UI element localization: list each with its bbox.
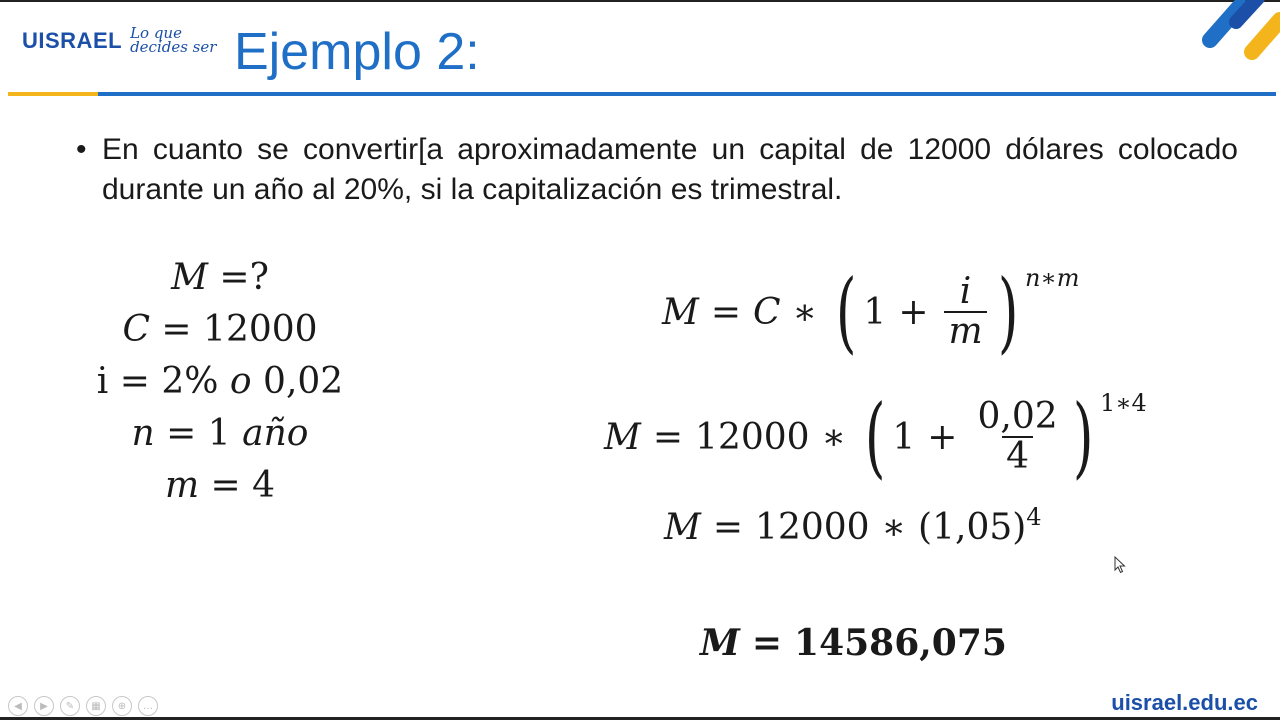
logo-tagline <box>130 26 216 54</box>
next-icon[interactable]: ▶ <box>34 696 54 716</box>
corner-brand-stripes <box>1196 0 1280 66</box>
given-values <box>70 252 370 512</box>
logo-tagline-line1: Lo que <box>130 24 182 42</box>
slideshow-toolbar <box>8 696 158 716</box>
given-n: n = 1 año <box>131 413 309 454</box>
given-c: C = 12000 <box>122 309 318 350</box>
mouse-cursor-icon <box>1114 556 1126 574</box>
formula-simplified: M = 12000 ∗ (1,05) 4 <box>664 503 1042 548</box>
pen-icon[interactable]: ✎ <box>60 696 80 716</box>
bullet-icon: • <box>76 133 87 166</box>
given-m: M =? <box>171 257 269 298</box>
grid-icon[interactable]: ▦ <box>86 696 106 716</box>
stripe-yellow <box>1252 20 1280 52</box>
prev-icon[interactable]: ◀ <box>8 696 28 716</box>
zoom-icon[interactable]: ⊕ <box>112 696 132 716</box>
formula-result: M = 14586,075 <box>700 622 1007 664</box>
more-icon[interactable]: … <box>138 696 158 716</box>
uisrael-logo <box>22 24 217 56</box>
logo-wordmark: UISRAEL <box>22 28 123 53</box>
formula-general: M = C ∗ ( 1 + $\frac{i}{m}$ ) n∗m <box>662 260 1080 363</box>
problem-statement <box>76 130 1238 210</box>
given-m-periods: m = 4 <box>164 465 276 506</box>
fraction-rate-over-periods: $\frac{0,02}{4}$ <box>977 396 1058 477</box>
fraction-i-over-m: $\frac{i}{m}$ <box>944 273 986 351</box>
title-rule <box>98 92 1276 96</box>
problem-text: En cuanto se convertir[a aproximadamente un capital de 12000 dólares colocado durante un año al 20%, si la capitalización es trimestral. <box>102 133 1238 206</box>
title-rule-accent <box>8 92 98 96</box>
slide-title: Ejemplo 2: <box>234 23 480 81</box>
footer-url: uisrael.edu.ec <box>1111 690 1258 715</box>
given-i: i = 2% o 0,02 <box>96 361 344 402</box>
frame-top-border <box>0 0 1280 2</box>
formula-substituted: M = 12000 ∗ ( 1 + $\frac{0,02}{4}$ ) 1∗4 <box>604 385 1147 488</box>
logo-tagline-line2: decides ser <box>130 38 217 56</box>
